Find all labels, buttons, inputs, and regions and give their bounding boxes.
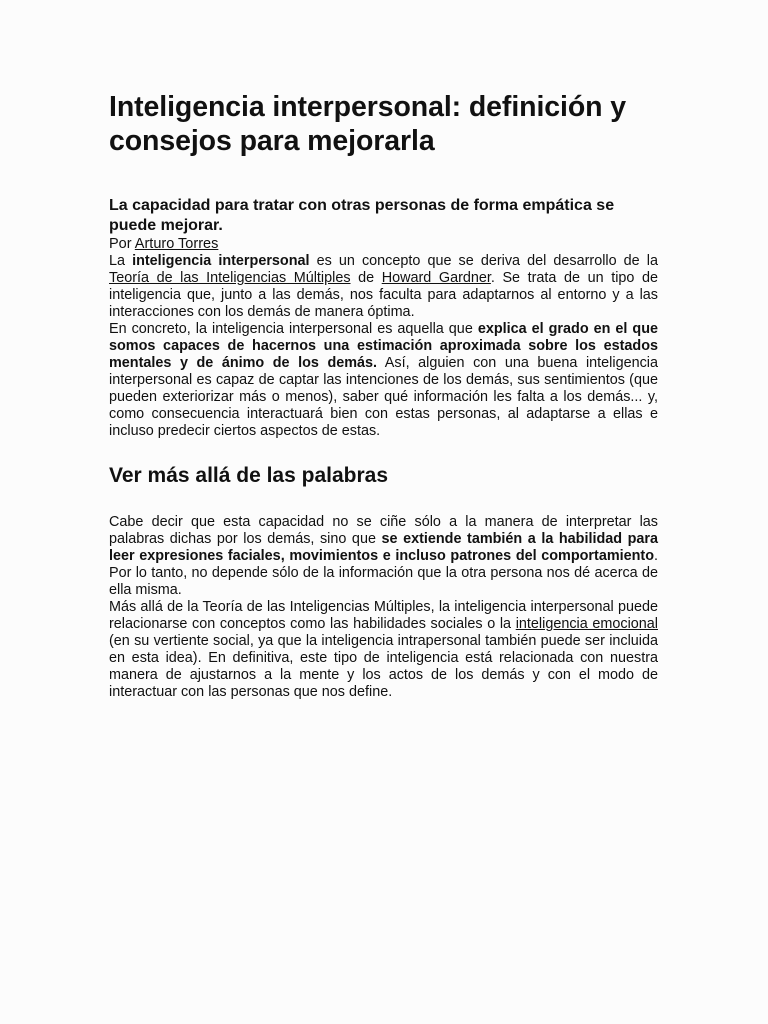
p1-text-3: de [350,270,382,286]
article-title: Inteligencia interpersonal: definición y consejos para mejorarla [109,91,627,157]
p1-text-1: La [109,253,133,269]
paragraph-1 [109,253,658,321]
p3-bold-1: se extiende también a la habilidad para leer expresiones faciales, movimientos e incluso patrones del comportamiento [109,531,658,564]
paragraph-2 [109,321,658,440]
p3-text-2: . Por lo tanto, no depende sólo de la información que la otra persona nos dé acerca de ella misma. [109,548,658,598]
p1-text-2: es un concepto que se deriva del desarrollo de la [309,253,658,269]
p2-bold-1: explica el grado en el que somos capaces de hacernos una estimación aproximada sobre los estados mentales y de ánimo de los demás. [109,321,658,371]
section-heading: Ver más allá de las palabras [109,464,389,487]
p2-text-1: En concreto, la inteligencia interpersonal es aquella que [109,321,478,337]
p3-text-1: Cabe decir que esta capacidad no se ciñe sólo a la manera de interpretar las palabras dichas por los demás, sino que [109,514,658,547]
link-teoria-inteligencias-multiples[interactable]: Teoría de las Inteligencias Múltiples [109,270,351,286]
link-inteligencia-emocional[interactable]: inteligencia emocional [515,616,658,632]
p1-text-4: . Se trata de un tipo de inteligencia que, junto a las demás, nos faculta para adaptarnos al entorno y a las interacciones con los demás de manera óptima. [109,270,658,320]
paragraph-3 [109,514,658,599]
p2-text-2: Así, alguien con una buena inteligencia interpersonal es capaz de captar las intenciones de los demás, sus sentimientos (que pueden exteriorizar más o menos), saber qué información les falta a los demás... y, como consecuencia interactuará bien con estas personas, al adaptarse a ellas e incluso predecir ciertos aspectos de estas. [109,355,658,439]
article [109,90,658,701]
author-link[interactable]: Arturo Torres [134,236,219,252]
article-subtitle: La capacidad para tratar con otras personas de forma empática se puede mejorar. [109,197,615,234]
byline [109,236,658,253]
p4-text-1: Más allá de la Teoría de las Inteligencias Múltiples, la inteligencia interpersonal puede relacionarse con conceptos como las habilidades sociales o la [109,599,658,632]
paragraph-4 [109,599,658,701]
byline-prefix: Por [109,236,135,252]
link-howard-gardner[interactable]: Howard Gardner [381,270,491,286]
p1-bold-1: inteligencia interpersonal [132,253,310,269]
p4-text-2: (en su vertiente social, ya que la inteligencia intrapersonal también puede ser incluida en esta idea). En definitiva, este tipo de inteligencia está relacionada con nuestra manera de ajustarnos a la mente y los actos de los demás y con el modo de interactuar con las personas que nos define. [109,633,658,700]
